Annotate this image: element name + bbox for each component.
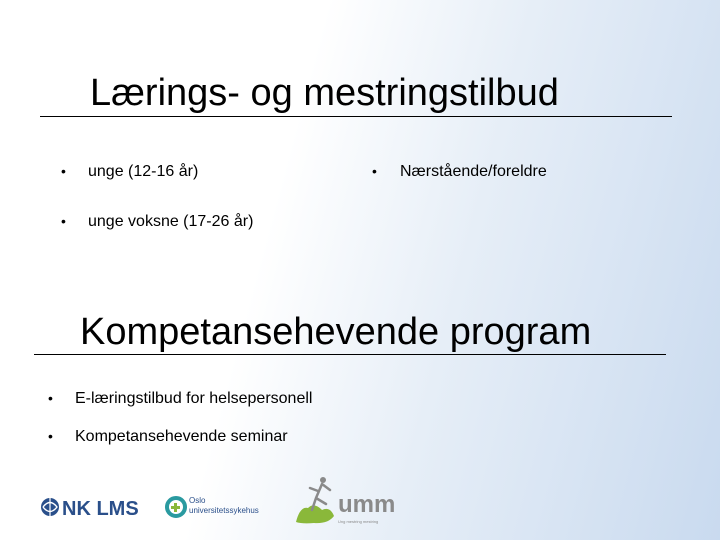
- list-item: unge voksne (17-26 år): [88, 213, 254, 230]
- umm-logo-subtext: Ung mestring mestring: [338, 519, 379, 524]
- bullet: •: [48, 390, 53, 406]
- ous-logo: [167, 496, 259, 516]
- umm-logo: [296, 477, 395, 524]
- bullet: •: [61, 213, 66, 229]
- grass-icon: [296, 505, 334, 523]
- list-item: Nærstående/foreldre: [400, 163, 547, 180]
- section-title-learning: Lærings- og mestringstilbud: [90, 72, 559, 114]
- umm-logo-text: umm: [338, 491, 396, 518]
- ous-logo-line1: Oslo: [189, 496, 206, 505]
- logo-row: [38, 476, 418, 526]
- jumping-figure-icon: [310, 484, 330, 510]
- bullet: •: [48, 428, 53, 444]
- list-item: Kompetansehevende seminar: [75, 428, 288, 445]
- title-underline: [34, 354, 666, 355]
- nk-lms-logo-text: NK LMS: [62, 498, 139, 520]
- list-item: unge (12-16 år): [88, 163, 199, 180]
- list-item: E-læringstilbud for helsepersonell: [75, 390, 313, 407]
- section-title-competence: Kompetansehevende program: [80, 311, 592, 353]
- bullet: •: [61, 163, 66, 179]
- figure-head-icon: [320, 477, 326, 483]
- bullet: •: [372, 163, 377, 179]
- ous-logo-line2: universitetssykehus: [189, 506, 259, 515]
- nk-lms-logo: [41, 498, 139, 520]
- title-underline: [40, 116, 672, 117]
